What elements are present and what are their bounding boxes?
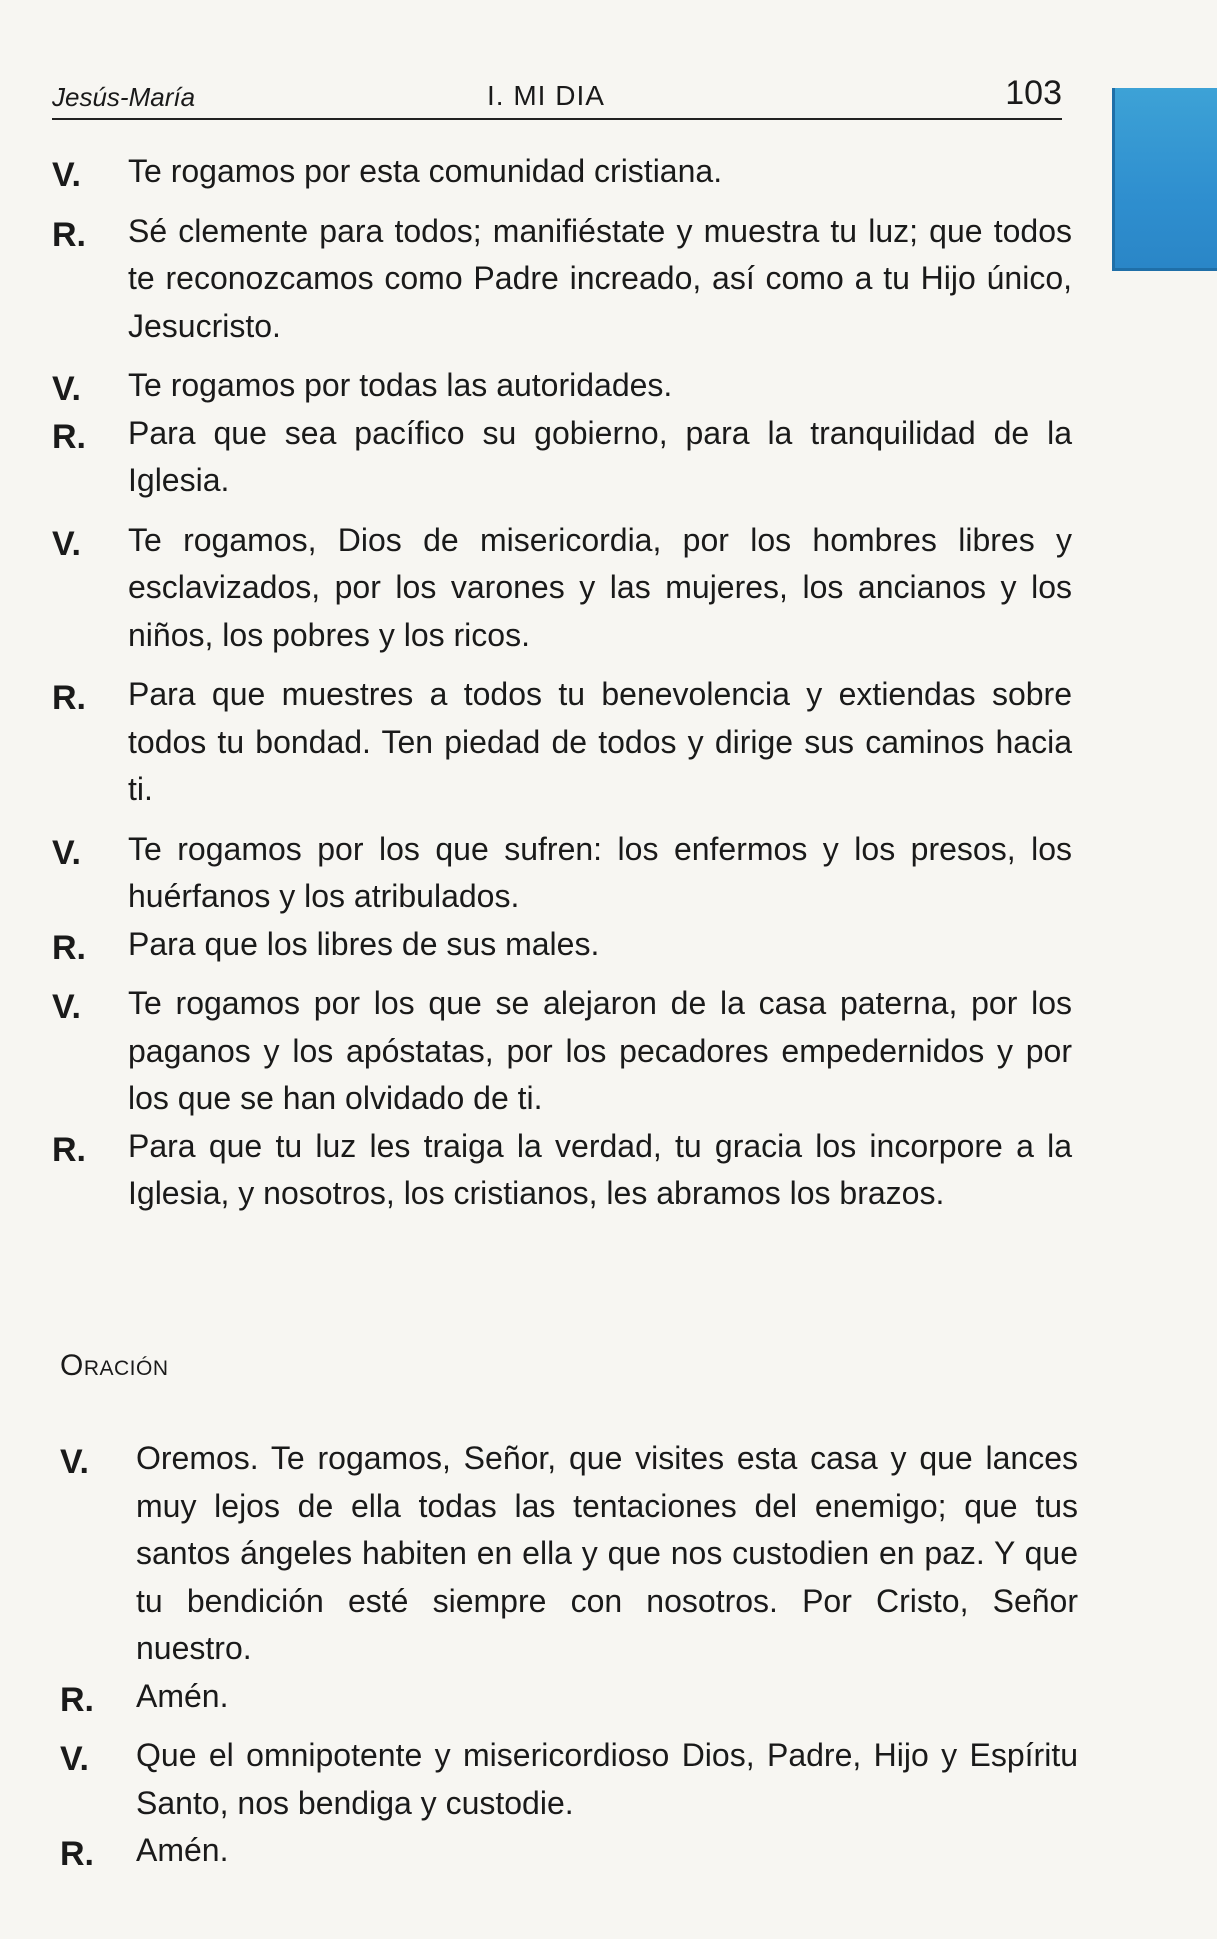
page-number: 103 — [1005, 74, 1062, 112]
oracion-entry-response — [60, 1827, 1078, 1875]
litany-entry-response — [52, 410, 1072, 505]
entry-text: Te rogamos por los que sufren: los enfermos y los presos, los huérfanos y los atribulados. — [128, 830, 1072, 914]
response-marker: R. — [52, 1130, 86, 1169]
entry-text: Sé clemente para todos; manifiéstate y muestra tu luz; que todos te reconozcamos como Padre increado, así como a tu Hijo único, Jesucristo. — [128, 212, 1072, 344]
litany-entry-response — [52, 1123, 1072, 1218]
litany-entry-versicle — [52, 148, 1072, 196]
section-title-oracion: Oración — [60, 1349, 169, 1382]
response-marker: R. — [52, 928, 86, 967]
entry-text: Amén. — [136, 1677, 229, 1714]
litany-entry-versicle — [52, 517, 1072, 660]
header-author: Jesús-María — [52, 82, 196, 112]
entry-text: Para que muestres a todos tu benevolencia y extiendas sobre todos tu bondad. Ten piedad de todos y dirige sus caminos hacia ti. — [128, 676, 1072, 807]
litany-entry-response — [52, 671, 1072, 814]
oracion-entry-versicle — [60, 1435, 1078, 1673]
entry-text: Que el omnipotente y misericordioso Dios, Padre, Hijo y Espíritu Santo, nos bendiga y custodie. — [136, 1737, 1078, 1821]
entry-text: Para que los libres de sus males. — [128, 925, 600, 962]
versicle-marker: V. — [52, 833, 82, 872]
litany-entry-response — [52, 921, 1072, 969]
litany-entry-versicle — [52, 826, 1072, 921]
running-header — [52, 74, 1062, 120]
response-marker: R. — [60, 1680, 94, 1719]
entry-text: Oremos. Te rogamos, Señor, que visites esta casa y que lances muy lejos de ella todas las tentaciones del enemigo; que tus santos ángeles habiten en ella y que nos custodien en paz. Y que tu bendición esté siempre con nosotros. Por Cristo, Señor nuestro. — [136, 1440, 1078, 1666]
versicle-marker: V. — [52, 370, 82, 408]
entry-text: Amén. — [136, 1832, 229, 1868]
litany-entry-versicle — [52, 980, 1072, 1123]
response-marker: R. — [52, 679, 86, 717]
response-marker: R. — [60, 1835, 94, 1873]
litany-list — [52, 148, 1072, 1230]
entry-text: Para que sea pacífico su gobierno, para la tranquilidad de la Iglesia. — [128, 414, 1072, 498]
versicle-marker: V. — [60, 1740, 90, 1778]
litany-entry-response — [52, 208, 1072, 351]
entry-text: Te rogamos por todas las autoridades. — [128, 367, 673, 403]
versicle-marker: V. — [52, 524, 82, 563]
response-marker: R. — [52, 417, 86, 456]
response-marker: R. — [52, 215, 86, 254]
thumb-index-tab — [1112, 88, 1217, 271]
entry-text: Te rogamos, Dios de misericordia, por los hombres libres y esclavizados, por los varones y las mujeres, los ancianos y los niños, los pobres y los ricos. — [128, 521, 1072, 653]
oracion-entry-versicle — [60, 1732, 1078, 1827]
entry-text: Para que tu luz les traiga la verdad, tu gracia los incorpore a la Iglesia, y nosotros, los cristianos, les abramos los brazos. — [128, 1127, 1072, 1211]
versicle-marker: V. — [52, 988, 82, 1026]
litany-entry-versicle — [52, 362, 1072, 410]
entry-text: Te rogamos por esta comunidad cristiana. — [128, 153, 723, 189]
oracion-entry-response — [60, 1673, 1078, 1721]
oracion-list — [60, 1435, 1078, 1887]
versicle-marker: V. — [60, 1443, 90, 1481]
versicle-marker: V. — [52, 156, 82, 194]
entry-text: Te rogamos por los que se alejaron de la casa paterna, por los paganos y los apóstatas, por los pecadores empedernidos y por los que se han olvidado de ti. — [128, 985, 1072, 1116]
header-chapter: I. MI DIA — [487, 80, 605, 111]
